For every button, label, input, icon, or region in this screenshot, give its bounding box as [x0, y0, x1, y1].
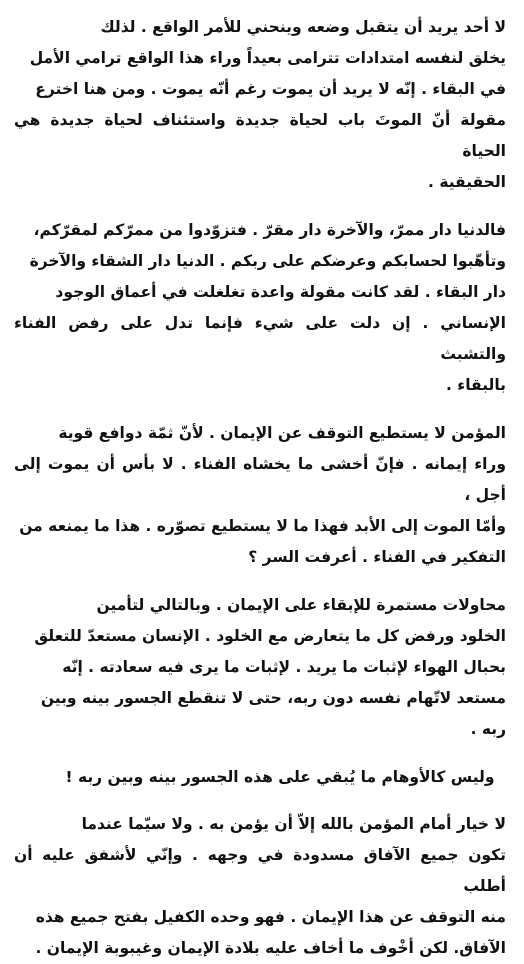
paragraph-2: فالدنيا دار ممرّ، والآخرة دار مقرّ . فتزوّدوا من ممرّكم لمقرّكم، وتأهّبوا لحسابكم وعرضكم على ربكم . الدنيا دار الشقاء والآخرة دار البقاء . لقد كانت مقولة واعدة تغلغلت في أعماق الوجود الإنساني . إن دلت على شيء فإنما تدل على رفض الفناء والتشبث بالبقاء . [14, 221, 506, 394]
paragraph-4: محاولات مستمرة للإبقاء على الإيمان . وبالتالي لتأمين الخلود ورفض كل ما يتعارض مع الخلود . الإنسان مستعدّ للتعلق بحبال الهواء لإثبات ما يريد . لإثبات ما يرى فيه سعادته . إنّه مستعد لاتّهام نفسه دون ربه، حتى لا تنقطع الجسور بينه وبين ربه . [34, 596, 506, 738]
paragraph-3: المؤمن لا يستطيع التوقف عن الإيمان . لأنّ ثمّة دوافع قوية وراء إيمانه . فإنّ أخشى ما يخشاه الفناء . لا بأس أن يموت إلى أجل ، وأمّا الموت إلى الأبد فهذا ما لا يستطيع تصوّره . هذا ما يمنعه من التفكير في الفناء . أعرفت السر ؟ [14, 424, 506, 566]
paragraph-6: لا خيار أمام المؤمن بالله إلاّ أن يؤمن به . ولا سيّما عندما تكون جميع الآفاق مسدودة في وجهه . وإنّي لأشفق عليه أن أطلب منه التوقف عن هذا الإيمان . فهو وحده الكفيل بفتح جميع هذه الآفاق. لكن أخْوف ما أخاف عليه بلادة الإيمان وغيبوبة الإيمان . [14, 815, 506, 957]
document-page [14, 12, 506, 957]
paragraph-1: لا أحد يريد أن يتقبل وضعه وينحني للأمر الواقع . لذلك يخلق لنفسه امتدادات تترامى بعيداً وراء هذا الواقع ترامي الأمل في البقاء . إنّه لا يريد أن يموت رغم أنّه يموت . ومن هنا اخترع مقولة أنّ الموتَ باب لحياة جديدة واستئناف لحياة جديدة هي الحياة الحقيقية . [14, 18, 506, 191]
paragraph-5: وليس كالأوهام ما يُبقي على هذه الجسور بينه وبين ربه ! [65, 768, 495, 786]
